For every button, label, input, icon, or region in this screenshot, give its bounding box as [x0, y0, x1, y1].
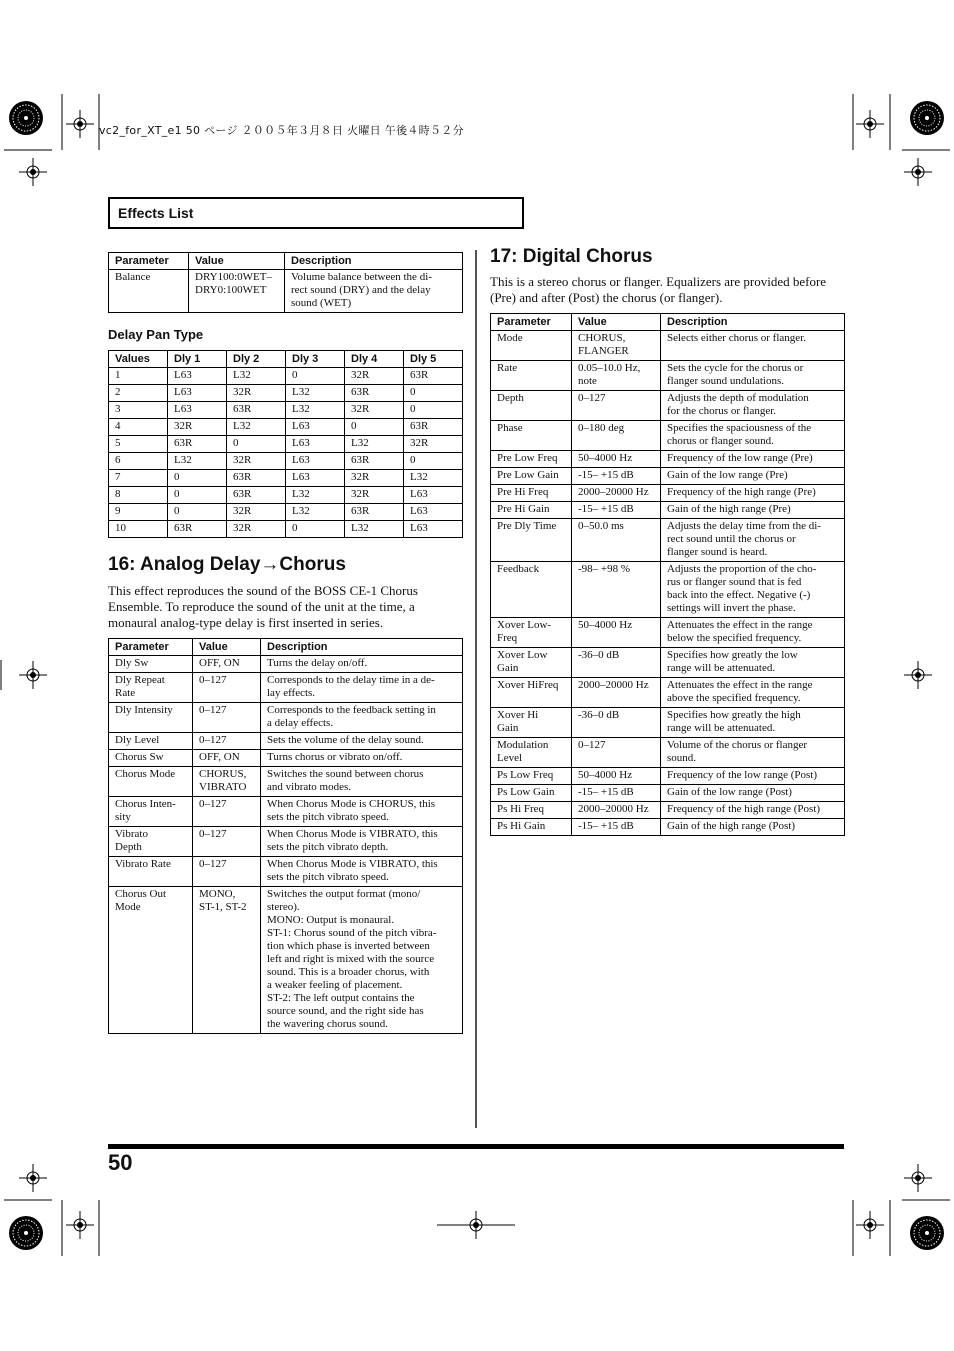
table-cell: L63: [168, 385, 227, 402]
table-cell: 32R: [345, 402, 404, 419]
table-row: [491, 819, 845, 836]
table-cell: Pre Hi Freq: [491, 485, 572, 502]
table-cell: Volume balance between the di- rect sound (DRY) and the delay sound (WET): [285, 270, 463, 313]
table-cell: Corresponds to the delay time in a de- lay effects.: [261, 673, 463, 703]
table-cell: L32: [345, 436, 404, 453]
table-cell: Feedback: [491, 562, 572, 618]
table-row: [109, 673, 463, 703]
page-number: 50: [108, 1150, 133, 1175]
table-cell: Modulation Level: [491, 738, 572, 768]
table-cell: Xover Hi Gain: [491, 708, 572, 738]
table-row: [109, 521, 463, 538]
table-cell: 63R: [345, 385, 404, 402]
table-row: [109, 797, 463, 827]
table-cell: 0: [286, 368, 345, 385]
table-row: [491, 468, 845, 485]
table-cell: 63R: [404, 419, 463, 436]
table-cell: Volume of the chorus or flanger sound.: [661, 738, 845, 768]
table-cell: When Chorus Mode is CHORUS, this sets the pitch vibrato speed.: [261, 797, 463, 827]
table-cell: -36–0 dB: [572, 708, 661, 738]
table-cell: MONO, ST-1, ST-2: [193, 887, 261, 1034]
table-cell: 0–127: [193, 673, 261, 703]
table-cell: Chorus Mode: [109, 767, 193, 797]
column-header: Dly 3: [286, 351, 345, 368]
table-cell: Xover HiFreq: [491, 678, 572, 708]
table-cell: 2: [109, 385, 168, 402]
table-cell: OFF, ON: [193, 750, 261, 767]
table-cell: 50–4000 Hz: [572, 768, 661, 785]
column-header: Value: [193, 639, 261, 656]
table-cell: Switches the sound between chorus and vibrato modes.: [261, 767, 463, 797]
table-row: [491, 785, 845, 802]
table-cell: L63: [286, 470, 345, 487]
balance-table: [108, 252, 463, 313]
table-cell: -15– +15 dB: [572, 468, 661, 485]
table-cell: 10: [109, 521, 168, 538]
table-cell: 32R: [345, 487, 404, 504]
table-cell: When Chorus Mode is VIBRATO, this sets the pitch vibrato depth.: [261, 827, 463, 857]
table-cell: L63: [286, 419, 345, 436]
table-cell: Dly Repeat Rate: [109, 673, 193, 703]
table-row: [109, 827, 463, 857]
table-cell: Corresponds to the feedback setting in a delay effects.: [261, 703, 463, 733]
table-row: [109, 402, 463, 419]
table-cell: 8: [109, 487, 168, 504]
table-cell: Xover Low Gain: [491, 648, 572, 678]
table-row: [491, 768, 845, 785]
table-cell: Turns chorus or vibrato on/off.: [261, 750, 463, 767]
table-cell: Attenuates the effect in the range below the specified frequency.: [661, 618, 845, 648]
table-cell: 0: [168, 470, 227, 487]
table-cell: L63: [404, 521, 463, 538]
table-cell: 0–127: [193, 733, 261, 750]
table-cell: 63R: [168, 521, 227, 538]
table-header-row: [109, 639, 463, 656]
delay-pan-table: [108, 350, 463, 538]
table-row: [109, 470, 463, 487]
table-cell: Gain of the high range (Pre): [661, 502, 845, 519]
table-cell: 0–127: [193, 797, 261, 827]
delay-pan-type-heading: Delay Pan Type: [108, 327, 204, 342]
table-row: [109, 750, 463, 767]
table-cell: Mode: [491, 331, 572, 361]
table-cell: 32R: [168, 419, 227, 436]
table-cell: CHORUS, VIBRATO: [193, 767, 261, 797]
table-cell: 50–4000 Hz: [572, 451, 661, 468]
table-cell: 3: [109, 402, 168, 419]
table-cell: L63: [168, 402, 227, 419]
table-row: [491, 618, 845, 648]
table-cell: 32R: [404, 436, 463, 453]
table-cell: 32R: [227, 385, 286, 402]
table-cell: Pre Low Freq: [491, 451, 572, 468]
table-cell: Adjusts the proportion of the cho- rus or flanger sound that is fed back into the effect. Negative (-) settings will invert the phase.: [661, 562, 845, 618]
table-cell: Ps Hi Gain: [491, 819, 572, 836]
table-row: [491, 391, 845, 421]
table-cell: 4: [109, 419, 168, 436]
table-cell: Specifies how greatly the low range will be attenuated.: [661, 648, 845, 678]
table-cell: 32R: [345, 470, 404, 487]
table-cell: L63: [404, 504, 463, 521]
column-header: Dly 4: [345, 351, 404, 368]
table-cell: 7: [109, 470, 168, 487]
column-header: Values: [109, 351, 168, 368]
table-row: [109, 453, 463, 470]
table-cell: 0–127: [572, 738, 661, 768]
table-row: [109, 504, 463, 521]
table-cell: 50–4000 Hz: [572, 618, 661, 648]
analog-delay-chorus-table: [108, 638, 463, 1034]
table-cell: 0: [286, 521, 345, 538]
table-cell: 0: [404, 453, 463, 470]
column-header: Dly 5: [404, 351, 463, 368]
table-header-row: [491, 314, 845, 331]
section-title: Effects List: [118, 205, 194, 221]
table-cell: Specifies how greatly the high range will be attenuated.: [661, 708, 845, 738]
table-row: [491, 678, 845, 708]
table-cell: Vibrato Rate: [109, 857, 193, 887]
table-cell: Gain of the low range (Pre): [661, 468, 845, 485]
column-header: Parameter: [491, 314, 572, 331]
table-cell: -15– +15 dB: [572, 819, 661, 836]
table-cell: Switches the output format (mono/ stereo). MONO: Output is monaural. ST-1: Chorus sound of the pitch vibra- tion which phase is inverted between left and right is mixed with the source sound. This is a broader chorus, with a weaker feeling of placement. ST-2: The left output contains the source sound, and the right side has the wavering chorus sound.: [261, 887, 463, 1034]
table-cell: Frequency of the low range (Post): [661, 768, 845, 785]
column-header: Description: [261, 639, 463, 656]
table-cell: 2000–20000 Hz: [572, 802, 661, 819]
table-cell: 63R: [227, 402, 286, 419]
table-cell: Phase: [491, 421, 572, 451]
table-cell: -98– +98 %: [572, 562, 661, 618]
table-row: [491, 502, 845, 519]
table-cell: L32: [286, 402, 345, 419]
column-header: Description: [285, 253, 463, 270]
table-cell: Gain of the high range (Post): [661, 819, 845, 836]
table-cell: 0.05–10.0 Hz, note: [572, 361, 661, 391]
table-cell: Adjusts the delay time from the di- rect sound until the chorus or flanger sound is heard.: [661, 519, 845, 562]
table-row: [491, 361, 845, 391]
column-header: Dly 1: [168, 351, 227, 368]
table-cell: Rate: [491, 361, 572, 391]
table-row: [109, 270, 463, 313]
table-cell: 63R: [227, 470, 286, 487]
table-row: [491, 485, 845, 502]
column-header: Value: [189, 253, 285, 270]
table-cell: Depth: [491, 391, 572, 421]
table-cell: 9: [109, 504, 168, 521]
table-cell: 0–50.0 ms: [572, 519, 661, 562]
table-cell: L32: [286, 385, 345, 402]
column-header: Parameter: [109, 639, 193, 656]
analog-intro: This effect reproduces the sound of the BOSS CE-1 Chorus Ensemble. To reproduce the sound of the unit at the time, a monaural analog-type delay is first inserted in series.: [108, 583, 418, 630]
table-cell: Gain of the low range (Post): [661, 785, 845, 802]
table-cell: Pre Dly Time: [491, 519, 572, 562]
table-cell: L32: [168, 453, 227, 470]
table-row: [109, 703, 463, 733]
table-row: [491, 648, 845, 678]
table-header-row: [109, 351, 463, 368]
analog-delay-chorus-title: 16: Analog Delay→Chorus: [108, 554, 346, 575]
table-row: [109, 733, 463, 750]
table-cell: L63: [168, 368, 227, 385]
table-cell: 2000–20000 Hz: [572, 678, 661, 708]
table-cell: Sets the cycle for the chorus or flanger sound undulations.: [661, 361, 845, 391]
table-cell: Vibrato Depth: [109, 827, 193, 857]
table-cell: Turns the delay on/off.: [261, 656, 463, 673]
table-row: [109, 385, 463, 402]
table-cell: -15– +15 dB: [572, 785, 661, 802]
table-cell: 0: [404, 385, 463, 402]
table-cell: L63: [286, 453, 345, 470]
table-cell: 0–127: [193, 827, 261, 857]
table-row: [491, 738, 845, 768]
table-cell: 0: [345, 419, 404, 436]
table-cell: Specifies the spaciousness of the chorus or flanger sound.: [661, 421, 845, 451]
table-cell: Balance: [109, 270, 189, 313]
table-cell: L32: [227, 368, 286, 385]
table-cell: Sets the volume of the delay sound.: [261, 733, 463, 750]
table-cell: 0–180 deg: [572, 421, 661, 451]
print-header: vc2_for_XT_e1 50 ページ ２００５年３月８日 火曜日 午後４時５２分: [99, 124, 464, 137]
column-header: Dly 2: [227, 351, 286, 368]
table-cell: -15– +15 dB: [572, 502, 661, 519]
table-cell: When Chorus Mode is VIBRATO, this sets the pitch vibrato speed.: [261, 857, 463, 887]
table-row: [491, 708, 845, 738]
table-cell: -36–0 dB: [572, 648, 661, 678]
table-cell: L63: [286, 436, 345, 453]
table-cell: 6: [109, 453, 168, 470]
table-row: [109, 368, 463, 385]
table-cell: DRY100:0WET– DRY0:100WET: [189, 270, 285, 313]
table-row: [109, 487, 463, 504]
table-row: [491, 802, 845, 819]
table-cell: Pre Low Gain: [491, 468, 572, 485]
table-cell: Dly Level: [109, 733, 193, 750]
table-row: [491, 562, 845, 618]
table-cell: Ps Low Gain: [491, 785, 572, 802]
table-cell: Pre Hi Gain: [491, 502, 572, 519]
table-cell: L32: [286, 487, 345, 504]
table-cell: 2000–20000 Hz: [572, 485, 661, 502]
table-cell: L32: [227, 419, 286, 436]
table-cell: 63R: [404, 368, 463, 385]
table-cell: Chorus Inten- sity: [109, 797, 193, 827]
table-row: [109, 656, 463, 673]
table-cell: 63R: [227, 487, 286, 504]
table-cell: Frequency of the high range (Post): [661, 802, 845, 819]
table-cell: OFF, ON: [193, 656, 261, 673]
table-cell: Dly Sw: [109, 656, 193, 673]
table-cell: 0–127: [193, 857, 261, 887]
section-header: [108, 197, 524, 229]
table-cell: 32R: [227, 521, 286, 538]
table-cell: 0: [168, 504, 227, 521]
table-cell: 63R: [345, 453, 404, 470]
table-cell: 5: [109, 436, 168, 453]
table-cell: Xover Low- Freq: [491, 618, 572, 648]
table-cell: Chorus Sw: [109, 750, 193, 767]
table-cell: CHORUS, FLANGER: [572, 331, 661, 361]
table-row: [491, 451, 845, 468]
table-cell: L32: [404, 470, 463, 487]
table-cell: Chorus Out Mode: [109, 887, 193, 1034]
table-cell: 1: [109, 368, 168, 385]
table-cell: Attenuates the effect in the range above the specified frequency.: [661, 678, 845, 708]
digital-chorus-title: 17: Digital Chorus: [490, 246, 653, 267]
table-cell: 0: [227, 436, 286, 453]
column-header: Value: [572, 314, 661, 331]
table-row: [491, 331, 845, 361]
column-header: Description: [661, 314, 845, 331]
footer-rule: [108, 1144, 844, 1149]
table-cell: 0: [168, 487, 227, 504]
table-cell: 32R: [227, 504, 286, 521]
table-cell: 32R: [227, 453, 286, 470]
table-row: [109, 767, 463, 797]
table-cell: Frequency of the high range (Pre): [661, 485, 845, 502]
table-cell: L32: [345, 521, 404, 538]
table-row: [109, 419, 463, 436]
table-cell: 0: [404, 402, 463, 419]
table-cell: 63R: [345, 504, 404, 521]
table-row: [491, 519, 845, 562]
table-cell: 32R: [345, 368, 404, 385]
table-cell: 63R: [168, 436, 227, 453]
table-row: [109, 436, 463, 453]
table-cell: Ps Hi Freq: [491, 802, 572, 819]
table-cell: L32: [286, 504, 345, 521]
table-cell: L63: [404, 487, 463, 504]
table-row: [109, 887, 463, 1034]
table-cell: Adjusts the depth of modulation for the chorus or flanger.: [661, 391, 845, 421]
table-cell: 0–127: [193, 703, 261, 733]
table-cell: Dly Intensity: [109, 703, 193, 733]
table-cell: Ps Low Freq: [491, 768, 572, 785]
table-header-row: [109, 253, 463, 270]
column-header: Parameter: [109, 253, 189, 270]
digital-chorus-table: [490, 313, 845, 836]
table-cell: Frequency of the low range (Pre): [661, 451, 845, 468]
table-row: [109, 857, 463, 887]
table-cell: 0–127: [572, 391, 661, 421]
table-row: [491, 421, 845, 451]
digital-intro: This is a stereo chorus or flanger. Equalizers are provided before (Pre) and after (Post) the chorus (or flanger).: [490, 274, 827, 305]
table-cell: Selects either chorus or flanger.: [661, 331, 845, 361]
column-divider: [475, 250, 477, 1128]
